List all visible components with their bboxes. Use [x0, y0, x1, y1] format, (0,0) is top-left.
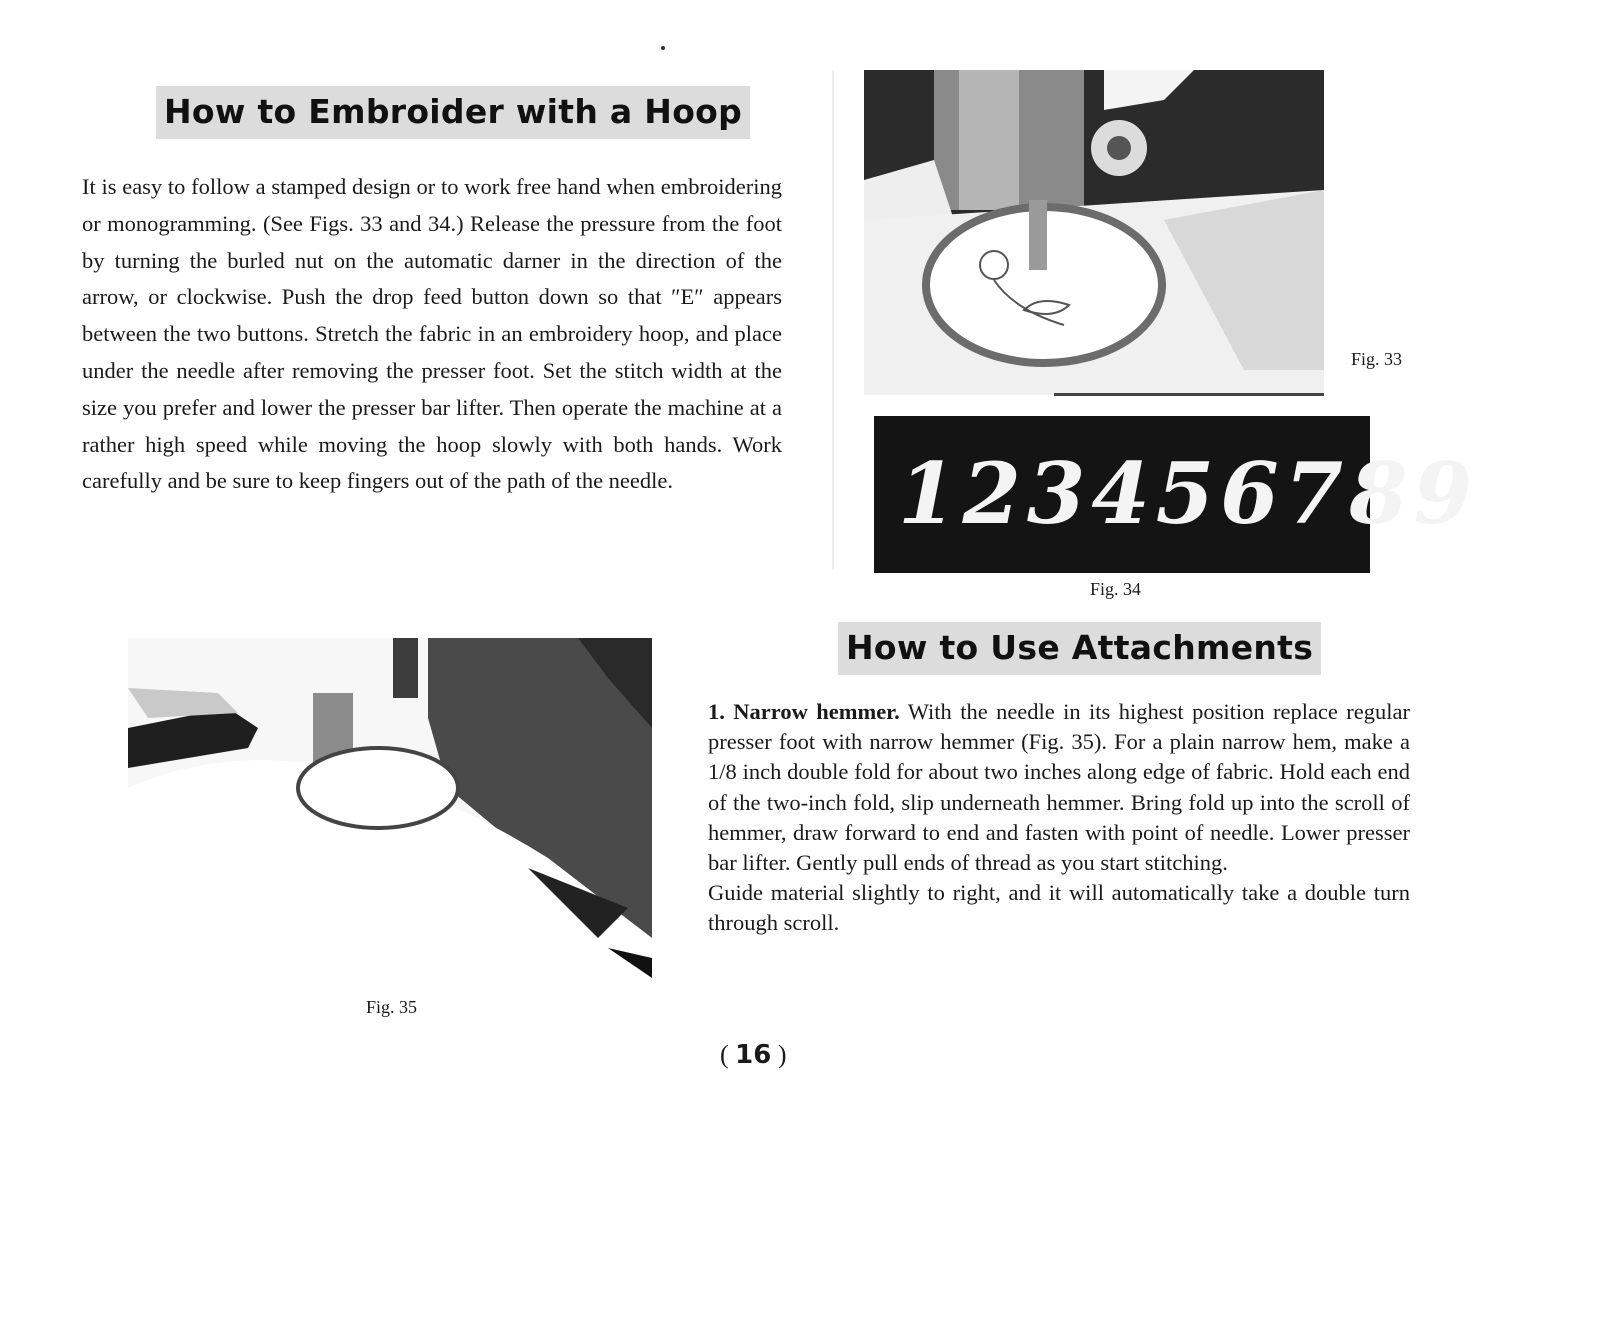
item-text: With the needle in its highest position replace regular presser foot with narrow hemmer (Fig. 35). For a plain narrow hem, make a 1/8 inch double fold for about two inches along edge of fabric. Hold each end of the two-inch fold, slip underneath hemmer. Bring fold up into the scroll of hemmer, draw forward to end and fasten with point of needle. Lower presser bar lifter. Gently pull ends of thread as you start stitching. — [708, 699, 1410, 876]
item-title: Narrow hemmer. — [733, 699, 900, 724]
fig-33-illustration — [864, 70, 1324, 410]
page-number-close: ) — [777, 1040, 787, 1069]
fig-33-photo — [864, 70, 1324, 410]
fig-34-caption: Fig. 34 — [1090, 579, 1142, 599]
page-number — [720, 1040, 787, 1070]
fig-35-caption: Fig. 35 — [366, 997, 418, 1017]
fig-34-digits: 123456789 — [898, 444, 1479, 543]
item-number: 1. — [708, 699, 725, 724]
fig-34-photo — [874, 416, 1479, 573]
narrow-hemmer-paragraph-2: Guide material slightly to right, and it will automatically take a double turn through scroll. — [708, 880, 1410, 936]
embroider-paragraph: It is easy to follow a stamped design or to work free hand when embroidering or monogramming. (See Figs. 33 and 34.) Release the pressure from the foot by turning the burled nut on the automatic darner in the direction of the arrow, or clockwise. Push the drop feed button down so that ″E″ appears between the two buttons. Stretch the fabric in an embroidery hoop, and place under the needle after removing the presser foot. Set the stitch width at the size you prefer and lower the presser bar lifter. Then operate the machine at a rather high speed while moving the hoop slowly with both hands. Work carefully and be sure to keep fingers out of the path of the needle. — [82, 174, 782, 494]
embroider-instructions — [82, 169, 782, 500]
section-heading-attachments: How to Use Attachments — [838, 622, 1321, 675]
fig-35-photo — [128, 638, 652, 994]
column-divider — [832, 70, 834, 570]
section-heading-embroider: How to Embroider with a Hoop — [156, 86, 750, 139]
narrow-hemmer-instructions — [708, 697, 1410, 939]
fig-35-illustration — [128, 638, 652, 994]
narrow-hemmer-paragraph — [708, 697, 1410, 878]
page-number-value: 16 — [735, 1040, 772, 1070]
fig-33-caption: Fig. 33 — [1351, 349, 1403, 369]
print-speck — [661, 46, 665, 50]
page-number-open: ( — [720, 1040, 729, 1069]
